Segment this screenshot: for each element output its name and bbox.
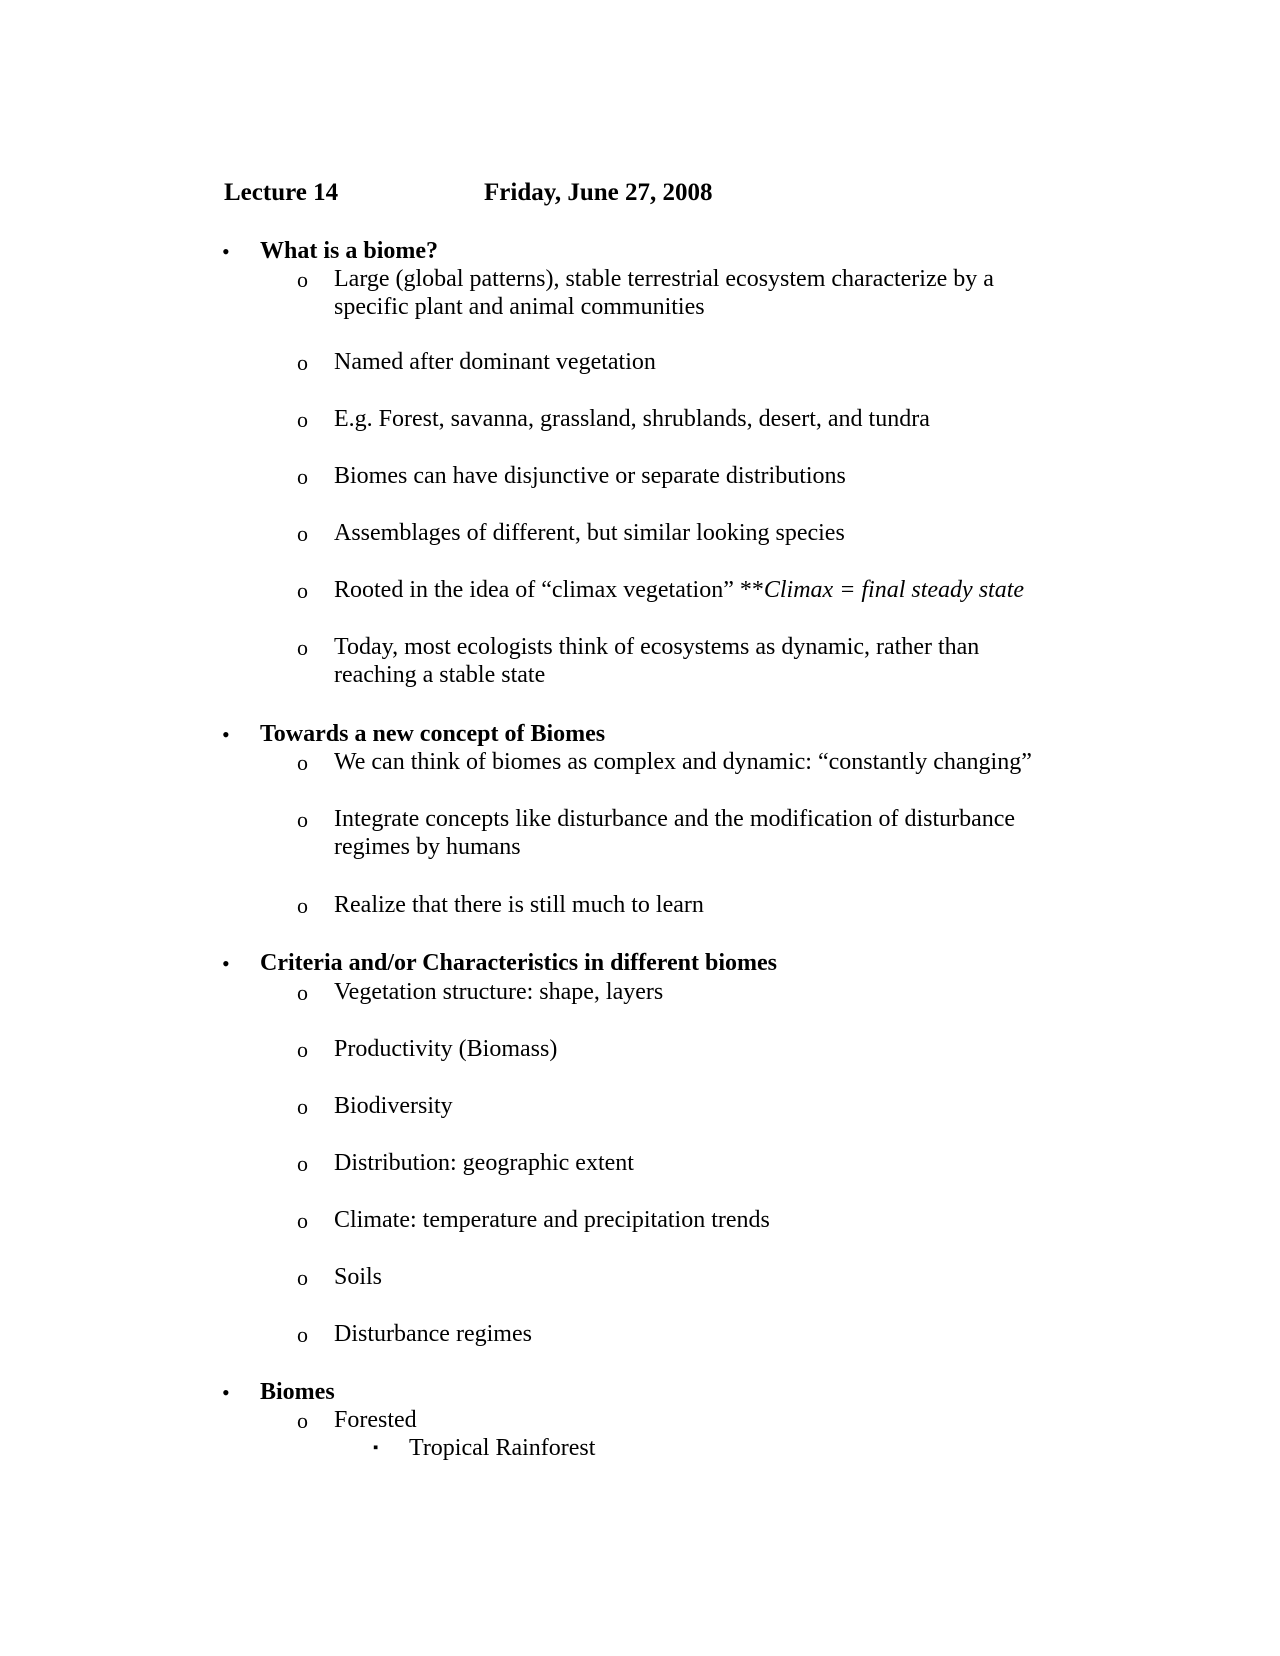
sub-bullet-marker: o [297, 1408, 308, 1433]
sub-bullet-marker: o [297, 980, 308, 1005]
section-title: Towards a new concept of Biomes [260, 721, 606, 747]
sub-bullet-marker: o [297, 350, 308, 375]
list-item-text: Distribution: geographic extent [334, 1150, 634, 1176]
list-item-text: regimes by humans [334, 834, 521, 860]
list-item-text: Disturbance regimes [334, 1321, 532, 1347]
sub-bullet-marker: o [297, 464, 308, 489]
list-item-text: Assemblages of different, but similar looking species [334, 520, 845, 546]
list-item-text: E.g. Forest, savanna, grassland, shrublands, desert, and tundra [334, 406, 930, 432]
list-item-text: specific plant and animal communities [334, 294, 705, 320]
sub-bullet-marker: o [297, 267, 308, 292]
bullet-marker: • [222, 722, 230, 747]
list-item-text: Forested [334, 1407, 417, 1433]
sub-bullet-marker: o [297, 407, 308, 432]
list-item-text: reaching a stable state [334, 662, 546, 688]
sub-bullet-marker: o [297, 635, 308, 660]
sub-bullet-marker: o [297, 1265, 308, 1290]
bullet-marker: • [222, 239, 230, 264]
climax-definition: Climax = final steady state [763, 577, 1025, 603]
sub-bullet-marker: o [297, 521, 308, 546]
sub-bullet-marker: o [297, 750, 308, 775]
bullet-marker: • [222, 1380, 230, 1405]
sub-bullet-marker: o [297, 1094, 308, 1119]
lecture-date: Friday, June 27, 2008 [484, 179, 713, 206]
list-item-text [334, 576, 1024, 605]
sub-bullet-marker: o [297, 1208, 308, 1233]
list-item-text: Large (global patterns), stable terrestrial ecosystem characterize by a [334, 266, 994, 292]
sub-bullet-marker: o [297, 807, 308, 832]
list-item-text: Biodiversity [334, 1093, 453, 1119]
square-bullet-marker: ▪ [373, 1440, 379, 1456]
list-item-text: Climate: temperature and precipitation trends [334, 1207, 770, 1233]
list-item-text: We can think of biomes as complex and dynamic: “constantly changing” [334, 749, 1032, 775]
sub-bullet-marker: o [297, 893, 308, 918]
sub-bullet-marker: o [297, 1037, 308, 1062]
list-item-text: Tropical Rainforest [409, 1435, 596, 1461]
sub-bullet-marker: o [297, 578, 308, 603]
list-item-text: Productivity (Biomass) [334, 1036, 558, 1062]
list-item-text: Today, most ecologists think of ecosystems as dynamic, rather than [334, 634, 980, 660]
sub-bullet-marker: o [297, 1322, 308, 1347]
list-item-text: Realize that there is still much to learn [334, 892, 704, 918]
list-item-text: Biomes can have disjunctive or separate distributions [334, 463, 846, 489]
section-title: What is a biome? [260, 238, 439, 264]
list-item-text: Soils [334, 1264, 383, 1290]
section-title: Criteria and/or Characteristics in different biomes [260, 950, 778, 976]
list-item-text: Vegetation structure: shape, layers [334, 979, 664, 1005]
list-item-text-plain: Rooted in the idea of “climax vegetation” ** [334, 577, 764, 603]
bullet-marker: • [222, 951, 230, 976]
list-item-text: Named after dominant vegetation [334, 349, 656, 375]
list-item-text: Integrate concepts like disturbance and the modification of disturbance [334, 806, 1016, 832]
section-title: Biomes [260, 1379, 335, 1405]
sub-bullet-marker: o [297, 1151, 308, 1176]
lecture-number: Lecture 14 [224, 179, 339, 206]
